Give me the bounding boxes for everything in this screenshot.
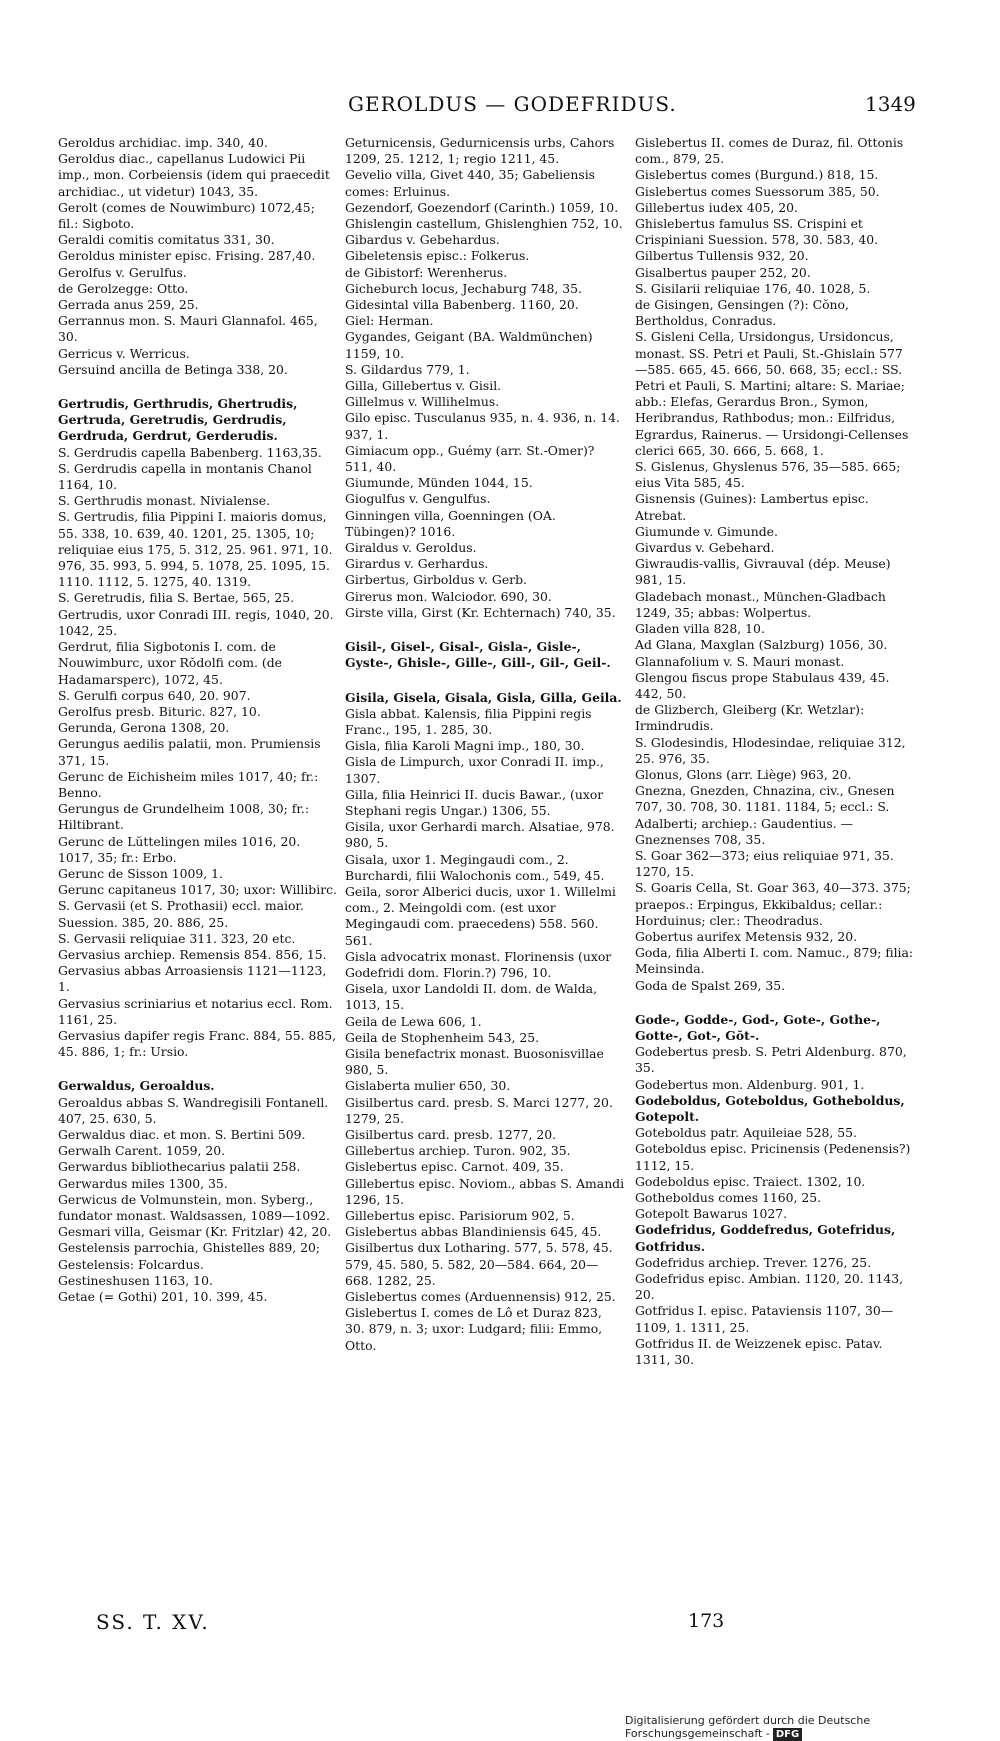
index-entry: Gerrannus mon. S. Mauri Glannafol. 465, 30. (58, 313, 318, 345)
index-entry: Gilla, Gillebertus v. Gisil. (345, 378, 502, 394)
index-entry: de Gibistorf: Werenherus. (345, 264, 508, 280)
index-entry: Gillebertus episc. Parisiorum 902, 5. (345, 1208, 575, 1223)
index-entry: Girerus mon. Walciodor. 690, 30. (345, 588, 552, 604)
section-gap (58, 1060, 338, 1078)
index-entry: Gerunc de Eichisheim miles 1017, 40; fr.: Benno. (58, 768, 319, 800)
index-entry: Goda de Spalst 269, 35. (635, 977, 786, 993)
index-entry: Gerdrut, filia Sigbotonis I. com. de Nouwimburc, uxor Rŏdolfi com. (de Hadamarsperc), 1072, 45. (58, 639, 283, 687)
index-entry: Girardus v. Gerhardus. (345, 556, 489, 572)
index-entry: Gilo episc. Tusculanus 935, n. 4. 936, n. 14. 937, 1. (345, 410, 620, 442)
index-entry: Gladen villa 828, 10. (635, 621, 765, 637)
index-entry: Godebertus mon. Aldenburg. 901, 1. (635, 1076, 865, 1092)
section-heading: Gisil-, Gisel-, Gisal-, Gisla-, Gisle-, Gyste-, Ghisle-, Gille-, Gill-, Gil-, Geil-. (345, 639, 611, 671)
index-entry: Giumunde, Münden 1044, 15. (345, 475, 533, 491)
index-entry: Gerwalh Carent. 1059, 20. (58, 1143, 226, 1159)
index-entry: Giel: Herman. (345, 313, 434, 329)
column-2 (345, 135, 625, 1354)
index-entry: Gisla advocatrix monast. Florinensis (uxor Godefridi dom. Florin.?) 796, 10. (345, 948, 612, 980)
index-entry: Gisilbertus card. presb. 1277, 20. (345, 1126, 557, 1142)
index-entry: Godefridus archiep. Trever. 1276, 25. (635, 1254, 872, 1270)
column-3 (635, 135, 915, 1368)
index-entry: Gerolt (comes de Nouwimburc) 1072,45; fil.: Sigboto. (58, 199, 315, 232)
index-entry: S. Gisleni Cella, Ursidongus, Ursidoncus, monast. SS. Petri et Pauli, St.-Ghislain 577—585. 665, 45. 666, 50. 668, 35; eccl.: SS. Petri et Pauli, S. Martini; altare: S. Mariae; abb.: Elefas, Gerardus Bron., Symon, Heribrandus, Rathbodus; mon.: Eilfridus, Egrardus, Rainerus. — Ursidongi-Cellenses clerici 665, 30. 666, 5. 668, 1. (635, 329, 909, 458)
section-gap (635, 994, 915, 1012)
dfg-logo: DFG (773, 1728, 802, 1741)
index-entry: Gislebertus comes (Burgund.) 818, 15. (635, 167, 879, 183)
index-entry: Geraldi comitis comitatus 331, 30. (58, 232, 275, 248)
section-heading: Godeboldus, Goteboldus, Gotheboldus, Gotepolt. (635, 1092, 905, 1124)
index-entry: Gerolfus presb. Bituric. 827, 10. (58, 703, 261, 719)
index-entry: Gerungus de Grundelheim 1008, 30; fr.: Hiltibrant. (58, 801, 310, 833)
index-entry: Gisela, uxor Landoldi II. dom. de Walda, 1013, 15. (345, 981, 598, 1013)
index-entry: S. Gervasii reliquiae 311. 323, 20 etc. (58, 930, 296, 946)
index-entry: Gervasius archiep. Remensis 854. 856, 15. (58, 946, 327, 962)
index-entry: Giumunde v. Gimunde. (635, 523, 778, 539)
digitization-credit (625, 1714, 1000, 1741)
index-entry: Gislebertus abbas Blandiniensis 645, 45. (345, 1224, 602, 1240)
index-entry: Geila de Stophenheim 543, 25. (345, 1029, 540, 1045)
index-entry: Godefridus episc. Ambian. 1120, 20. 1143, 20. (635, 1271, 904, 1303)
page-title: GEROLDUS — GODEFRIDUS. (348, 92, 677, 116)
sheet-number: 173 (688, 1610, 725, 1632)
index-entry: Gisila benefactrix monast. Buosonisvillae 980, 5. (345, 1045, 604, 1078)
index-entry: Gisila, uxor Gerhardi march. Alsatiae, 978. 980, 5. (345, 819, 615, 851)
index-entry: Gibardus v. Gebehardus. (345, 232, 500, 248)
section-gap (58, 378, 338, 396)
index-entry: Gersuind ancilla de Betinga 338, 20. (58, 361, 288, 377)
section-heading: Gertrudis, Gerthrudis, Ghertrudis, Gertruda, Geretrudis, Gerdrudis, Gerdruda, Gerdrut, Gerderudis. (58, 396, 298, 444)
section-gap (345, 621, 625, 639)
index-entry: Gerwicus de Volmunstein, mon. Syberg., fundator monast. Waldsassen, 1089—1092. (58, 1191, 330, 1223)
index-entry: Geroldus archidiac. imp. 340, 40. (58, 135, 268, 150)
index-entry: Gerunc de Sisson 1009, 1. (58, 865, 223, 881)
index-entry: S. Gerdrudis capella Babenberg. 1163,35. (58, 444, 322, 460)
index-entry: Geila de Lewa 606, 1. (345, 1013, 482, 1029)
index-entry: Gestelensis parrochia, Ghistelles 889, 20; Gestelensis: Folcardus. (58, 1240, 321, 1272)
index-entry: Ghislebertus famulus SS. Crispini et Crispiniani Suession. 578, 30. 583, 40. (635, 216, 879, 248)
index-entry: de Gerolzegge: Otto. (58, 280, 189, 296)
index-entry: Goteboldus patr. Aquileiae 528, 55. (635, 1125, 857, 1141)
index-entry: Geroldus minister episc. Frising. 287,40. (58, 248, 316, 264)
index-entry: S. Gerdrudis capella in montanis Chanol 1164, 10. (58, 460, 312, 493)
index-entry: Goda, filia Alberti I. com. Namuc., 879; filia: Meinsinda. (635, 945, 914, 977)
index-entry: Gibeletensis episc.: Folkerus. (345, 248, 530, 264)
index-entry: S. Gerthrudis monast. Nivialense. (58, 493, 270, 509)
index-entry: Gerunc capitaneus 1017, 30; uxor: Willibirc. (58, 882, 337, 898)
index-entry: Gisilbertus card. presb. S. Marci 1277, 20. 1279, 25. (345, 1094, 613, 1126)
index-entry: S. Glodesindis, Hlodesindae, reliquiae 312, 25. 976, 35. (635, 734, 906, 766)
index-entry: Gevelio villa, Givet 440, 35; Gabeliensis comes: Erluinus. (345, 167, 596, 199)
index-entry: Godeboldus episc. Traiect. 1302, 10. (635, 1173, 866, 1189)
index-entry: Gillebertus archiep. Turon. 902, 35. (345, 1143, 571, 1159)
index-entry: Giogulfus v. Gengulfus. (345, 491, 491, 507)
section-heading: Gode-, Godde-, God-, Gote-, Gothe-, Gotte-, Got-, Gŏt-. (635, 1011, 881, 1043)
index-entry: Gislebertus II. comes de Duraz, fil. Ottonis com., 879, 25. (635, 135, 904, 167)
index-entry: Gotfridus I. episc. Pataviensis 1107, 30—1109, 1. 1311, 25. (635, 1303, 894, 1335)
index-entry: Giwraudis-vallis, Givrauval (dép. Meuse) 981, 15. (635, 556, 891, 588)
index-entry: S. Geretrudis, filia S. Bertae, 565, 25. (58, 590, 295, 606)
index-entry: Gilla, filia Heinrici II. ducis Bawar., (uxor Stephani regis Ungar.) 1306, 55. (345, 786, 604, 818)
index-entry: Gotepolt Bawarus 1027. (635, 1206, 788, 1222)
index-entry: Gisilbertus dux Lotharing. 577, 5. 578, 45. 579, 45. 580, 5. 582, 20—584. 664, 20—668. 1282, 25. (345, 1240, 613, 1288)
index-entry: Girbertus, Girboldus v. Gerb. (345, 572, 527, 588)
index-entry: Gillebertus episc. Noviom., abbas S. Amandi 1296, 15. (345, 1175, 625, 1207)
index-entry: Gilbertus Tullensis 932, 20. (635, 248, 809, 264)
index-entry: S. Gislenus, Ghyslenus 576, 35—585. 665; eius Vita 585, 45. (635, 459, 901, 491)
index-entry: S. Gervasii (et S. Prothasii) eccl. maior. Suession. 385, 20. 886, 25. (58, 898, 304, 930)
index-entry: Gertrudis, uxor Conradi III. regis, 1040, 20. 1042, 25. (58, 606, 334, 638)
index-entry: Glonus, Glons (arr. Liège) 963, 20. (635, 766, 852, 782)
index-entry: Gladebach monast., München-Gladbach 1249, 35; abbas: Wolpertus. (635, 588, 886, 620)
index-entry: Gidesintal villa Babenberg. 1160, 20. (345, 297, 579, 313)
index-entry: Gisla de Limpurch, uxor Conradi II. imp., 1307. (345, 754, 604, 786)
index-entry: Gisnensis (Guines): Lambertus episc. Atrebat. (635, 491, 869, 523)
index-entry: Gnezna, Gnezden, Chnazina, civ., Gnesen 707, 30. 708, 30. 1181. 1184, 5; eccl.: S. Adalberti; archiep.: Gaudentius. — Gneznenses 708, 35. (635, 783, 895, 847)
index-entry: Gislebertus I. comes de Lô et Duraz 823, 30. 879, n. 3; uxor: Ludgard; filii: Emmo, Otto. (345, 1305, 603, 1353)
index-entry: Gislebertus comes Suessorum 385, 50. (635, 183, 880, 199)
index-entry: S. Gerulfi corpus 640, 20. 907. (58, 687, 251, 703)
index-entry: Gygandes, Geigant (BA. Waldmünchen) 1159, 10. (345, 329, 593, 361)
index-entry: Gimiacum opp., Guémy (arr. St.-Omer)? 511, 40. (345, 442, 595, 475)
index-entry: Gotfridus II. de Weizzenek episc. Patav. 1311, 30. (635, 1335, 883, 1368)
page-header (0, 92, 1000, 124)
index-entry: Godebertus presb. S. Petri Aldenburg. 870, 35. (635, 1044, 907, 1076)
index-entry: Gisla, filia Karoli Magni imp., 180, 30. (345, 738, 585, 754)
index-entry: Ghislengin castellum, Ghislenghien 752, 10. (345, 216, 623, 232)
index-entry: Glannafolium v. S. Mauri monast. (635, 653, 845, 669)
index-entry: Gislaberta mulier 650, 30. (345, 1078, 511, 1094)
index-entry: Ginningen villa, Goenningen (OA. Tübingen)? 1016. (345, 507, 556, 539)
index-entry: S. Gisilarii reliquiae 176, 40. 1028, 5. (635, 280, 871, 296)
index-entry: Gotheboldus comes 1160, 25. (635, 1190, 822, 1205)
index-entry: Gobertus aurifex Metensis 932, 20. (635, 928, 858, 944)
index-entry: Gestineshusen 1163, 10. (58, 1272, 213, 1288)
index-entry: Gerunda, Gerona 1308, 20. (58, 720, 230, 736)
index-entry: Goteboldus episc. Pricinensis (Pedenensis?) 1112, 15. (635, 1141, 911, 1173)
index-entry: Gervasius abbas Arroasiensis 1121—1123, 1. (58, 963, 327, 995)
index-entry: de Glizberch, Gleiberg (Kr. Wetzlar): Irmindrudis. (635, 702, 865, 734)
index-entry: Gicheburch locus, Jechaburg 748, 35. (345, 280, 582, 296)
index-entry: Girste villa, Girst (Kr. Echternach) 740, 35. (345, 604, 616, 620)
index-entry: Gisala, uxor 1. Megingaudi com., 2. Burchardi, filii Walochonis com., 549, 45. (345, 851, 605, 883)
index-entry: Givardus v. Gebehard. (635, 540, 775, 556)
series-label: SS. T. XV. (96, 1610, 210, 1634)
page-number: 1349 (865, 92, 916, 116)
index-entry: Gerolfus v. Gerulfus. (58, 264, 187, 280)
index-entry: Getae (= Gothi) 201, 10. 399, 45. (58, 1289, 268, 1305)
index-entry: Geturnicensis, Gedurnicensis urbs, Cahors 1209, 25. 1212, 1; regio 1211, 45. (345, 135, 615, 167)
index-entry: Glengou fiscus prope Stabulaus 439, 45. 442, 50. (635, 669, 890, 701)
index-entry: S. Goar 362—373; eius reliquiae 971, 35. 1270, 15. (635, 847, 894, 880)
section-heading: Gisila, Gisela, Gisala, Gisla, Gilla, Geila. (345, 689, 622, 705)
credit-text: Digitalisierung gefördert durch die Deutsche Forschungsgemeinschaft - (625, 1714, 871, 1740)
index-entry: Geila, soror Alberici ducis, uxor 1. Willelmi com., 2. Meingoldi com. (est uxor Megingaudi com. praecedens) 558. 560. 561. (345, 883, 616, 948)
index-entry: S. Gertrudis, filia Pippini I. maioris domus, 55. 338, 10. 639, 40. 1201, 25. 1305, 10; reliquiae eius 175, 5. 312, 25. 961. 971, 10. 976, 35. 993, 5. 994, 5. 1078, 25. 1095, 15. 1110. 1112, 5. 1275, 40. 1319. (58, 509, 333, 590)
index-entry: Gervasius scriniarius et notarius eccl. Rom. 1161, 25. (58, 995, 333, 1027)
index-entry: Geroldus diac., capellanus Ludowici Pii imp., mon. Corbeiensis (idem qui praecedit archidiac., ut videtur) 1043, 35. (58, 151, 330, 199)
section-heading: Godefridus, Goddefredus, Gotefridus, Gotfridus. (635, 1222, 896, 1254)
index-entry: Gerunc de Lŭttelingen miles 1016, 20. 1017, 35; fr.: Erbo. (58, 833, 301, 865)
index-entry: Gillebertus iudex 405, 20. (635, 199, 798, 215)
column-1 (58, 135, 338, 1305)
index-entry: Gerwardus miles 1300, 35. (58, 1175, 228, 1191)
index-entry: Gezendorf, Goezendorf (Carinth.) 1059, 10. (345, 199, 619, 215)
index-entry: Gerungus aedilis palatii, mon. Prumiensis 371, 15. (58, 736, 321, 768)
index-entry: Gillelmus v. Willihelmus. (345, 394, 500, 410)
index-entry: Ad Glana, Maxglan (Salzburg) 1056, 30. (635, 637, 888, 653)
index-entry: Gisla abbat. Kalensis, filia Pippini regis Franc., 195, 1. 285, 30. (345, 705, 592, 737)
index-entry: Gisalbertus pauper 252, 20. (635, 264, 811, 280)
index-entry: de Gisingen, Gensingen (?): Cŏno, Bertholdus, Conradus. (635, 297, 849, 329)
index-entry: Gerrada anus 259, 25. (58, 297, 199, 313)
index-entry: Geroaldus abbas S. Wandregisili Fontanell. 407, 25. 630, 5. (58, 1094, 329, 1126)
index-entry: Gerricus v. Werricus. (58, 345, 190, 361)
section-gap (345, 672, 625, 690)
index-entry: Gesmari villa, Geismar (Kr. Fritzlar) 42, 20. (58, 1224, 332, 1240)
index-entry: Gislebertus comes (Arduennensis) 912, 25. (345, 1289, 616, 1305)
index-entry: Gislebertus episc. Carnot. 409, 35. (345, 1159, 564, 1175)
index-entry: Giraldus v. Geroldus. (345, 540, 477, 556)
section-heading: Gerwaldus, Geroaldus. (58, 1078, 215, 1094)
index-entry: S. Gildardus 779, 1. (345, 361, 470, 377)
index-entry: S. Goaris Cella, St. Goar 363, 40—373. 375; praepos.: Erpingus, Ekkibaldus; cellar.: Horduinus; cler.: Theodradus. (635, 880, 911, 928)
index-entry: Gervasius dapifer regis Franc. 884, 55. 885, 45. 886, 1; fr.: Ursio. (58, 1027, 337, 1060)
index-entry: Gerwaldus diac. et mon. S. Bertini 509. (58, 1126, 306, 1142)
index-entry: Gerwardus bibliothecarius palatii 258. (58, 1159, 301, 1175)
